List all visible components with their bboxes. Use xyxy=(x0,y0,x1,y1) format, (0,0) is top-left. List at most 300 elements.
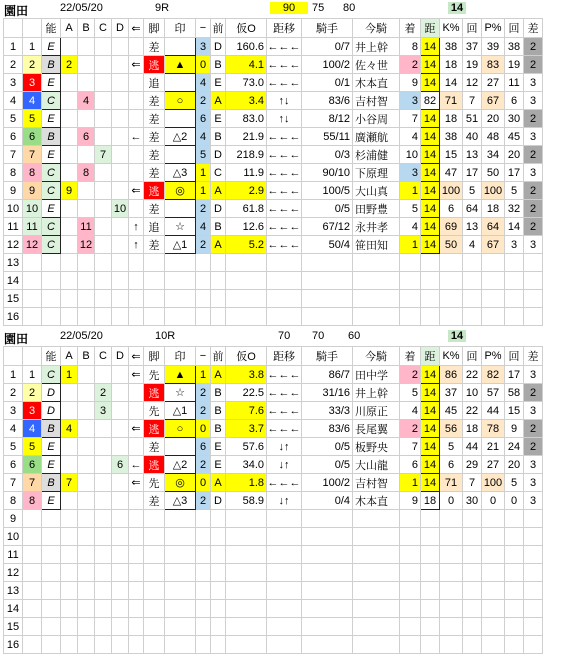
column-header: P% xyxy=(482,19,505,38)
cell-kari: 57.6 xyxy=(226,438,267,456)
cell-kyaku: 追 xyxy=(144,74,165,92)
row-number: 1 xyxy=(4,38,23,56)
cell-sashi: 2 xyxy=(524,56,543,74)
cell-kai2: 17 xyxy=(505,366,524,384)
cell-k: 47 xyxy=(440,164,463,182)
empty-cell xyxy=(421,564,440,582)
cell-mae: A xyxy=(211,366,226,384)
cell-a xyxy=(61,146,78,164)
cell-d xyxy=(112,420,129,438)
cell-kari: 160.6 xyxy=(226,38,267,56)
race-header xyxy=(0,328,573,346)
empty-cell xyxy=(267,510,302,528)
cell-kyo: ←←← xyxy=(267,366,302,384)
table-row[interactable] xyxy=(4,92,543,110)
cell-kishu: 67/12 xyxy=(302,218,353,236)
row-number: 4 xyxy=(4,92,23,110)
race-date: 22/05/20 xyxy=(60,2,103,14)
empty-cell xyxy=(95,600,112,618)
cell-k: 45 xyxy=(440,402,463,420)
empty-cell xyxy=(505,528,524,546)
empty-cell xyxy=(400,618,421,636)
column-header: 着 xyxy=(400,347,421,366)
cell-kai: 51 xyxy=(463,110,482,128)
cell-b: 12 xyxy=(78,236,95,254)
empty-cell xyxy=(482,290,505,308)
cell-arr xyxy=(129,438,144,456)
cell-mark xyxy=(165,146,196,164)
empty-cell xyxy=(211,528,226,546)
column-header: 前 xyxy=(211,347,226,366)
empty-cell xyxy=(144,582,165,600)
empty-cell xyxy=(23,308,42,326)
empty-cell xyxy=(505,564,524,582)
empty-cell xyxy=(226,636,267,654)
cell-m: 1 xyxy=(196,182,211,200)
table-row[interactable] xyxy=(4,366,543,384)
cell-kai2: 30 xyxy=(505,110,524,128)
cell-sashi: 3 xyxy=(524,456,543,474)
empty-cell xyxy=(165,636,196,654)
cell-kishu: 0/1 xyxy=(302,74,353,92)
empty-cell xyxy=(267,254,302,272)
cell-c: 7 xyxy=(95,146,112,164)
cell-konk: 下原理 xyxy=(353,164,400,182)
table-row[interactable] xyxy=(4,74,543,92)
cell-c xyxy=(95,438,112,456)
cell-noh: C xyxy=(42,236,61,254)
cell-a: 1 xyxy=(61,366,78,384)
empty-cell xyxy=(302,582,353,600)
cell-a: 7 xyxy=(61,474,78,492)
cell-noh: C xyxy=(42,164,61,182)
cell-b xyxy=(78,492,95,510)
empty-cell xyxy=(482,272,505,290)
horse-number: 4 xyxy=(23,420,42,438)
cell-k: 38 xyxy=(440,38,463,56)
empty-cell xyxy=(211,600,226,618)
cell-d xyxy=(112,474,129,492)
horse-number: 2 xyxy=(23,384,42,402)
cell-p: 48 xyxy=(482,128,505,146)
cell-kyori: 14 xyxy=(421,236,440,254)
cell-k: 0 xyxy=(440,492,463,510)
cell-kai: 12 xyxy=(463,74,482,92)
cell-kishu: 100/2 xyxy=(302,474,353,492)
table-row[interactable] xyxy=(4,128,543,146)
cell-a xyxy=(61,492,78,510)
empty-cell xyxy=(211,546,226,564)
cell-m: 6 xyxy=(196,110,211,128)
empty-cell xyxy=(267,308,302,326)
cell-d xyxy=(112,218,129,236)
empty-cell xyxy=(78,600,95,618)
cell-kari: 11.9 xyxy=(226,164,267,182)
empty-cell xyxy=(400,546,421,564)
empty-cell xyxy=(302,272,353,290)
cell-kai: 13 xyxy=(463,218,482,236)
empty-cell xyxy=(421,528,440,546)
cell-mae: B xyxy=(211,56,226,74)
empty-cell xyxy=(353,618,400,636)
cell-d: 10 xyxy=(112,200,129,218)
table-row[interactable] xyxy=(4,492,543,510)
column-header: B xyxy=(78,347,95,366)
cell-kai2: 58 xyxy=(505,384,524,402)
table-row[interactable] xyxy=(4,56,543,74)
cell-kyori: 14 xyxy=(421,182,440,200)
empty-cell xyxy=(463,564,482,582)
cell-m: 3 xyxy=(196,38,211,56)
column-header: 回 xyxy=(505,19,524,38)
cell-c xyxy=(95,200,112,218)
cell-p: 0 xyxy=(482,492,505,510)
cell-chaku: 2 xyxy=(400,56,421,74)
cell-m: 0 xyxy=(196,56,211,74)
empty-cell xyxy=(95,308,112,326)
row-number: 16 xyxy=(4,636,23,654)
cell-kyo: ←←← xyxy=(267,420,302,438)
cell-konk: 木本直 xyxy=(353,74,400,92)
row-number: 2 xyxy=(4,384,23,402)
empty-cell xyxy=(440,290,463,308)
cell-kyori: 82 xyxy=(421,92,440,110)
cell-c xyxy=(95,74,112,92)
race-panel-10r xyxy=(0,328,573,651)
cell-chaku: 1 xyxy=(400,474,421,492)
race-number: 9R xyxy=(155,2,170,14)
empty-cell xyxy=(165,308,196,326)
cell-kyori: 14 xyxy=(421,56,440,74)
cell-mae: C xyxy=(211,164,226,182)
cell-mae: B xyxy=(211,384,226,402)
row-number: 7 xyxy=(4,146,23,164)
empty-cell xyxy=(23,528,42,546)
cell-mark: △1 xyxy=(165,402,196,420)
horse-number: 5 xyxy=(23,438,42,456)
empty-cell xyxy=(505,546,524,564)
empty-cell xyxy=(524,564,543,582)
empty-cell xyxy=(165,510,196,528)
cell-m: 4 xyxy=(196,74,211,92)
empty-cell xyxy=(112,600,129,618)
cell-mark: △2 xyxy=(165,128,196,146)
empty-cell xyxy=(267,600,302,618)
column-header: ⇐ xyxy=(129,347,144,366)
empty-cell xyxy=(144,618,165,636)
empty-cell xyxy=(61,528,78,546)
cell-m: 4 xyxy=(196,128,211,146)
empty-cell xyxy=(42,528,61,546)
cell-kyaku: 逃 xyxy=(144,384,165,402)
cell-kishu: 83/6 xyxy=(302,420,353,438)
empty-cell xyxy=(463,254,482,272)
table-row[interactable] xyxy=(4,474,543,492)
cell-mark: ☆ xyxy=(165,218,196,236)
empty-cell xyxy=(196,528,211,546)
cell-kai: 18 xyxy=(463,420,482,438)
cell-kai2: 45 xyxy=(505,128,524,146)
row-number: 10 xyxy=(4,528,23,546)
cell-p: 67 xyxy=(482,92,505,110)
cell-chaku: 4 xyxy=(400,128,421,146)
cell-b: 8 xyxy=(78,164,95,182)
cell-a xyxy=(61,236,78,254)
column-header: 騎手 xyxy=(302,19,353,38)
cell-kai2: 0 xyxy=(505,492,524,510)
empty-cell xyxy=(267,618,302,636)
cell-c xyxy=(95,474,112,492)
empty-cell xyxy=(23,618,42,636)
cell-d xyxy=(112,438,129,456)
cell-a xyxy=(61,402,78,420)
empty-cell xyxy=(78,528,95,546)
horse-number: 1 xyxy=(23,366,42,384)
empty-cell xyxy=(482,308,505,326)
cell-b xyxy=(78,146,95,164)
cell-kari: 34.0 xyxy=(226,456,267,474)
cell-a xyxy=(61,384,78,402)
row-number: 6 xyxy=(4,128,23,146)
empty-cell xyxy=(463,290,482,308)
row-number: 6 xyxy=(4,456,23,474)
cell-p: 27 xyxy=(482,456,505,474)
table-row[interactable] xyxy=(4,38,543,56)
empty-cell xyxy=(211,272,226,290)
column-header: 今騎 xyxy=(353,347,400,366)
empty-cell xyxy=(505,290,524,308)
cell-kyo: ←←← xyxy=(267,182,302,200)
empty-cell xyxy=(78,254,95,272)
empty-cell xyxy=(196,510,211,528)
cell-arr: ⇐ xyxy=(129,474,144,492)
empty-cell xyxy=(112,546,129,564)
cell-kai: 29 xyxy=(463,456,482,474)
cell-c: 3 xyxy=(95,402,112,420)
table-row[interactable] xyxy=(4,456,543,474)
empty-cell xyxy=(226,308,267,326)
cell-sashi: 3 xyxy=(524,74,543,92)
empty-cell xyxy=(196,564,211,582)
row-number: 15 xyxy=(4,290,23,308)
empty-cell xyxy=(42,308,61,326)
cell-mae: D xyxy=(211,200,226,218)
empty-cell xyxy=(482,546,505,564)
empty-cell xyxy=(95,510,112,528)
cell-kyo: ←←← xyxy=(267,146,302,164)
cell-b xyxy=(78,182,95,200)
cell-kai: 4 xyxy=(463,236,482,254)
empty-cell xyxy=(421,290,440,308)
cell-k: 18 xyxy=(440,56,463,74)
cell-kyo: ←←← xyxy=(267,384,302,402)
horse-number: 4 xyxy=(23,92,42,110)
table-row[interactable] xyxy=(4,164,543,182)
horse-number: 12 xyxy=(23,236,42,254)
cell-kyori: 18 xyxy=(421,492,440,510)
cell-kishu: 31/16 xyxy=(302,384,353,402)
cell-mark: ◎ xyxy=(165,474,196,492)
table-row[interactable] xyxy=(4,420,543,438)
cell-kishu: 0/3 xyxy=(302,146,353,164)
table-row[interactable] xyxy=(4,182,543,200)
cell-mark xyxy=(165,38,196,56)
empty-cell xyxy=(42,546,61,564)
cell-k: 6 xyxy=(440,456,463,474)
empty-cell xyxy=(482,510,505,528)
cell-kyaku: 差 xyxy=(144,492,165,510)
empty-cell xyxy=(112,308,129,326)
row-number: 11 xyxy=(4,546,23,564)
cell-kai2: 24 xyxy=(505,438,524,456)
cell-mark: ○ xyxy=(165,92,196,110)
table-row[interactable] xyxy=(4,110,543,128)
cell-sashi: 2 xyxy=(524,146,543,164)
row-number: 8 xyxy=(4,492,23,510)
empty-cell xyxy=(463,582,482,600)
column-header: 回 xyxy=(505,347,524,366)
empty-cell xyxy=(421,546,440,564)
cell-arr: ⇐ xyxy=(129,182,144,200)
empty-cell xyxy=(302,636,353,654)
empty-cell xyxy=(302,564,353,582)
empty-cell xyxy=(440,528,463,546)
cell-chaku: 7 xyxy=(400,110,421,128)
cell-kishu: 8/12 xyxy=(302,110,353,128)
cell-d xyxy=(112,146,129,164)
empty-cell xyxy=(226,528,267,546)
cell-noh: E xyxy=(42,74,61,92)
column-header: 差 xyxy=(524,19,543,38)
kyo-threshold: 75 xyxy=(312,2,325,14)
empty-cell xyxy=(196,290,211,308)
cell-b xyxy=(78,56,95,74)
table-row[interactable] xyxy=(4,384,543,402)
cell-b xyxy=(78,438,95,456)
empty-cell xyxy=(42,290,61,308)
cell-kyo: ←←← xyxy=(267,38,302,56)
empty-cell xyxy=(112,510,129,528)
empty-cell xyxy=(78,546,95,564)
cell-a: 9 xyxy=(61,182,78,200)
cell-mae: B xyxy=(211,420,226,438)
cell-kyo: ↓↑ xyxy=(267,456,302,474)
cell-c xyxy=(95,92,112,110)
cell-kyori: 14 xyxy=(421,420,440,438)
empty-cell xyxy=(196,272,211,290)
cell-kyo: ←←← xyxy=(267,402,302,420)
column-header: D xyxy=(112,19,129,38)
cell-b xyxy=(78,402,95,420)
empty-cell xyxy=(302,290,353,308)
row-number: 9 xyxy=(4,510,23,528)
empty-cell xyxy=(463,618,482,636)
empty-cell xyxy=(267,564,302,582)
cell-mark: △3 xyxy=(165,492,196,510)
empty-cell xyxy=(95,618,112,636)
empty-cell xyxy=(196,600,211,618)
table-row[interactable] xyxy=(4,218,543,236)
cell-kai2: 19 xyxy=(505,56,524,74)
cell-sashi: 2 xyxy=(524,110,543,128)
kyori-threshold: 14 xyxy=(448,2,466,14)
empty-cell xyxy=(129,600,144,618)
cell-k: 5 xyxy=(440,438,463,456)
cell-c xyxy=(95,218,112,236)
table-row[interactable] xyxy=(4,402,543,420)
horse-number: 6 xyxy=(23,456,42,474)
cell-noh: B xyxy=(42,56,61,74)
empty-cell xyxy=(353,290,400,308)
cell-mark xyxy=(165,200,196,218)
empty-cell xyxy=(463,308,482,326)
cell-k: 56 xyxy=(440,420,463,438)
empty-cell xyxy=(61,582,78,600)
column-header: 差 xyxy=(524,347,543,366)
cell-kyaku: 先 xyxy=(144,474,165,492)
empty-cell xyxy=(353,528,400,546)
cell-kishu: 0/5 xyxy=(302,438,353,456)
cell-kyaku: 差 xyxy=(144,146,165,164)
cell-kai: 44 xyxy=(463,438,482,456)
race-header xyxy=(0,0,573,18)
cell-kari: 12.6 xyxy=(226,218,267,236)
cell-sashi: 2 xyxy=(524,182,543,200)
cell-kyori: 14 xyxy=(421,164,440,182)
table-row[interactable] xyxy=(4,200,543,218)
cell-kari: 218.9 xyxy=(226,146,267,164)
cell-arr xyxy=(129,110,144,128)
column-header: 脚 xyxy=(144,19,165,38)
cell-mae: D xyxy=(211,38,226,56)
cell-mae: B xyxy=(211,128,226,146)
cell-kai2: 15 xyxy=(505,402,524,420)
cell-mark: ◎ xyxy=(165,182,196,200)
cell-d xyxy=(112,402,129,420)
row-number: 5 xyxy=(4,110,23,128)
empty-cell xyxy=(421,636,440,654)
empty-cell xyxy=(112,618,129,636)
kyori-threshold: 14 xyxy=(448,330,466,342)
cell-m: 0 xyxy=(196,420,211,438)
cell-k: 14 xyxy=(440,74,463,92)
empty-cell xyxy=(505,600,524,618)
cell-kyo: ←←← xyxy=(267,200,302,218)
empty-cell xyxy=(78,564,95,582)
cell-kari: 3.4 xyxy=(226,92,267,110)
cell-kai: 37 xyxy=(463,38,482,56)
cell-d xyxy=(112,110,129,128)
table-row[interactable] xyxy=(4,146,543,164)
cell-d xyxy=(112,38,129,56)
empty-cell xyxy=(505,510,524,528)
cell-noh: E xyxy=(42,38,61,56)
empty-cell xyxy=(42,636,61,654)
table-row[interactable] xyxy=(4,438,543,456)
cell-konk: 川原正 xyxy=(353,402,400,420)
cell-arr: ⇐ xyxy=(129,366,144,384)
cell-b xyxy=(78,110,95,128)
empty-cell xyxy=(211,618,226,636)
cell-chaku: 5 xyxy=(400,200,421,218)
empty-cell xyxy=(505,582,524,600)
table-row[interactable] xyxy=(4,236,543,254)
empty-cell xyxy=(61,636,78,654)
empty-cell xyxy=(129,564,144,582)
column-header: B xyxy=(78,19,95,38)
cell-k: 18 xyxy=(440,110,463,128)
empty-cell xyxy=(226,254,267,272)
